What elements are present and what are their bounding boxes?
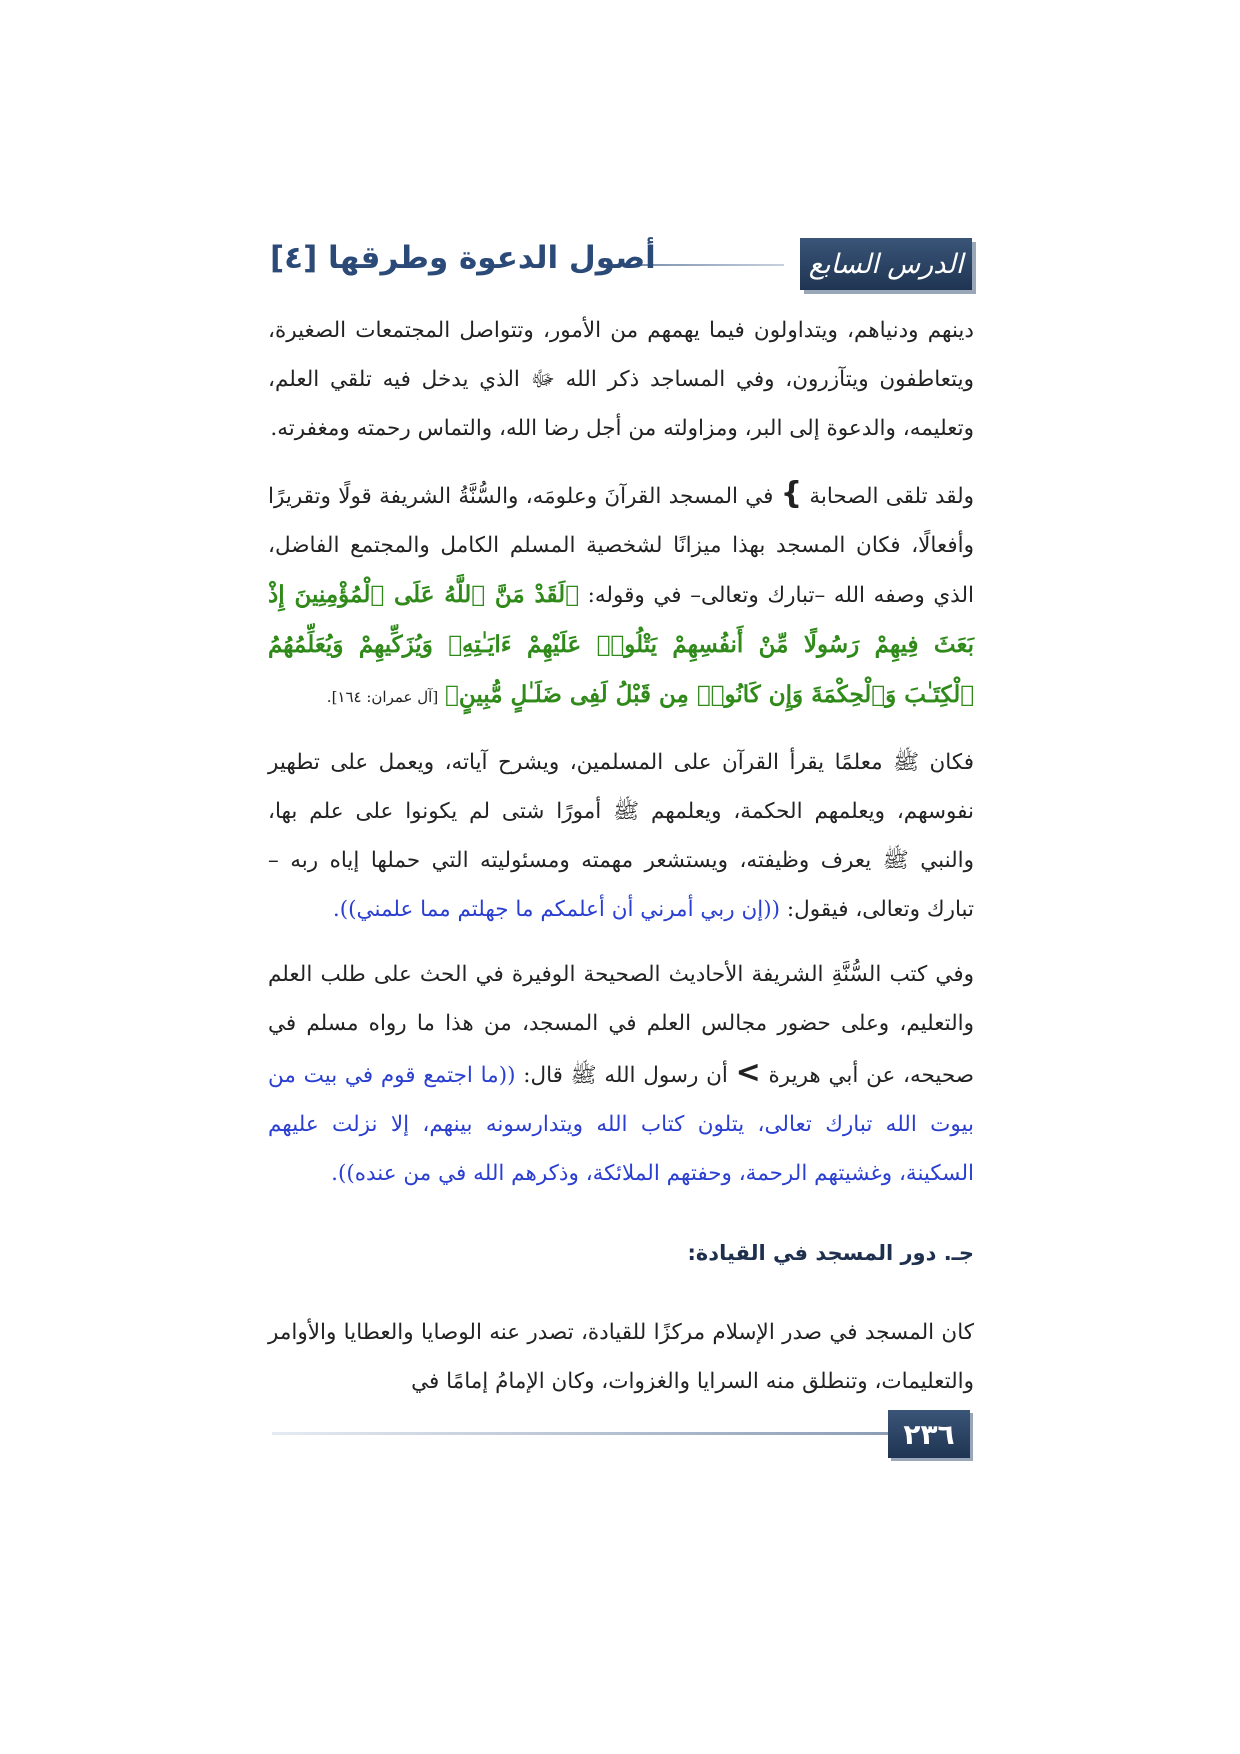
hadith-quote-1: ((إن ربي أمرني أن أعلمكم ما جهلتم مما علمني)). bbox=[332, 897, 781, 922]
paragraph-4-text-a: وفي كتب السُّنَّةِ الشريفة الأحاديث الصحيحة الوفيرة في الحث على طلب العلم والتعليم، وعلى حضور مجالس العلم في المسجد، من هذا ما رواه مسلم في صحيحه، عن أبي هريرة bbox=[268, 962, 974, 1088]
paragraph-4 bbox=[268, 950, 974, 1198]
page-header bbox=[270, 238, 972, 292]
paragraph-1: دينهم ودنياهم، ويتداولون فيما يهمهم من الأمور، وتتواصل المجتمعات الصغيرة، ويتعاطفون ويتآزرون، وفي المساجد ذكر الله ﷻ الذي يدخل فيه تلقي العلم، وتعليمه، والدعوة إلى البر، ومزاولته من أجل رضا الله، والتماس رحمته ومغفرته. bbox=[268, 318, 974, 441]
footer-rule bbox=[272, 1432, 888, 1435]
hadith-quote-2: ((ما اجتمع قوم في بيت من بيوت الله تبارك تعالى، يتلون كتاب الله ويتدارسونه بينهم، إلا نزلت عليهم السكينة، وغشيتهم الرحمة، وحفتهم الملائكة، وذكرهم الله في من عنده)). bbox=[268, 1063, 974, 1186]
honorific-glyph: } bbox=[780, 476, 803, 511]
page-content bbox=[268, 306, 974, 1406]
honorific-glyph: > bbox=[735, 1055, 761, 1090]
lesson-label-box bbox=[800, 238, 972, 290]
paragraph-2-text-a: ولقد تلقى الصحابة bbox=[809, 484, 975, 509]
lesson-label: الدرس السابع bbox=[808, 248, 964, 280]
page-number: ٢٣٦ bbox=[888, 1410, 970, 1458]
paragraph-3 bbox=[268, 738, 974, 934]
paragraph-3-text: فكان ﷺ معلمًا يقرأ القرآن على المسلمين، ويشرح آياته، ويعمل على تطهير نفوسهم، ويعلمهم الحكمة، ويعلمهم ﷺ أمورًا شتى لم يكونوا على علم بها، والنبي ﷺ يعرف وظيفته، ويستشعر مهمته ومسئوليته التي حملها إياه ربه – تبارك وتعالى، فيقول: bbox=[268, 750, 974, 922]
section-heading: جـ. دور المسجد في القيادة: bbox=[687, 1241, 974, 1265]
book-title: أصول الدعوة وطرقها [٤] bbox=[270, 240, 656, 276]
paragraph-2 bbox=[268, 469, 974, 722]
quran-verse: ﴿لَقَدْ مَنَّ ٱللَّهُ عَلَى ٱلْمُؤْمِنِينَ إِذْ بَعَثَ فِيهِمْ رَسُولًا مِّنْ أَنفُسِهِمْ يَتْلُوا۟ عَلَيْهِمْ ءَايَـٰتِهِۦ وَيُزَكِّيهِمْ وَيُعَلِّمُهُمُ ٱلْكِتَـٰبَ وَٱلْحِكْمَةَ وَإِن كَانُوا۟ مِن قَبْلُ لَفِى ضَلَـٰلٍ مُّبِينٍ﴾ bbox=[268, 581, 974, 708]
paragraph-2-text-b: في المسجد القرآنَ وعلومَه، والسُّنَّةُ الشريفة قولًا وتقريرًا وأفعالًا، فكان المسجد بهذا ميزانًا لشخصية المسلم الكامل والمجتمع الفاضل، الذي وصفه الله –تبارك وتعالى– في وقوله: bbox=[268, 484, 974, 608]
verse-reference: [آل عمران: ١٦٤]. bbox=[326, 688, 439, 706]
paragraph-5: كان المسجد في صدر الإسلام مركزًا للقيادة، تصدر عنه الوصايا والعطايا والأوامر والتعليمات، وتنطلق منه السرايا والغزوات، وكان الإمامُ إمامًا في bbox=[268, 1320, 974, 1394]
paragraph-4-text-b: أن رسول الله ﷺ قال: bbox=[523, 1063, 728, 1088]
